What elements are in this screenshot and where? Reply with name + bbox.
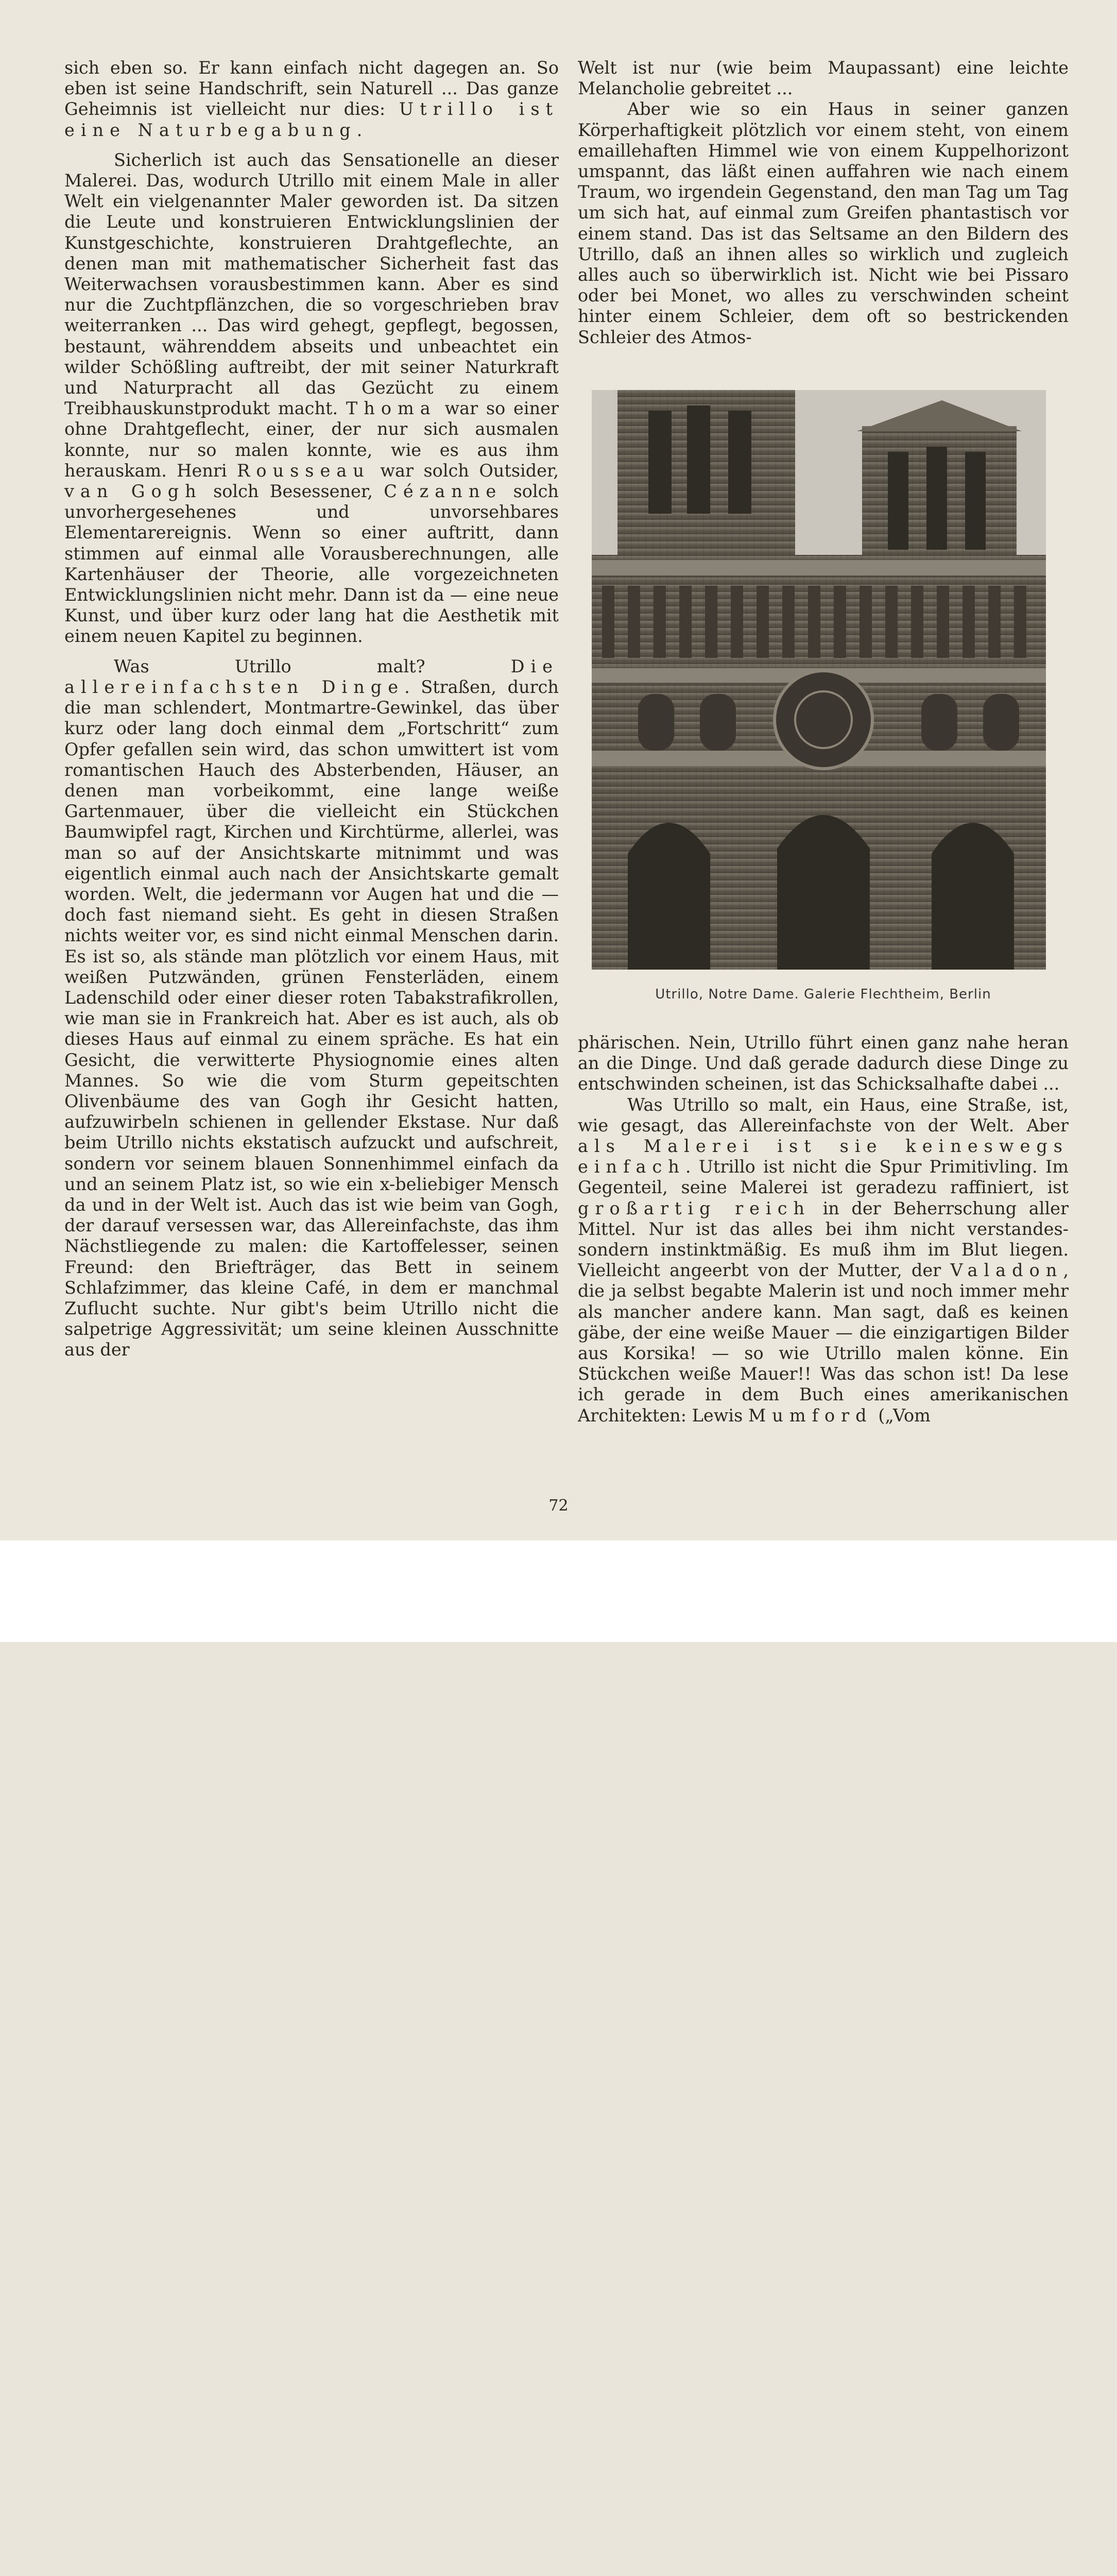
emphasized-text: als Malerei ist sie keineswegs einfach [578, 1136, 1069, 1177]
emphasized-text: Cézanne [384, 481, 503, 502]
emphasized-text: Utrillo ist eine Naturbegabung [64, 99, 559, 140]
text-run: solch Besessener, [202, 481, 384, 502]
emphasized-text: Die allereinfachsten Dinge [64, 656, 559, 697]
right-text-column-bottom [578, 1032, 1069, 1426]
emphasized-text: van Gogh [64, 481, 202, 502]
text-run: . Straßen, durch die man schlendert, Montmartre-Gewinkel, das über kurz oder lang doch einmal dem „Fortschritt“ zum Opfer gefallen sein wird, das schon umwittert ist vom romantischen Hauch des Absterbenden, Häuser, an denen man vorbeikommt, eine lange weiße Gartenmauer, über die vielleicht ein Stückchen Baumwipfel ragt, Kirchen und Kirchtürme, allerlei, was man so auf der Ansichtskarte mitnimmt und was eigentlich einmal auch nach der Ansichtskarte gemalt worden. Welt, die jedermann vor Augen hat und die — doch fast niemand sieht. Es geht in diesen Straßen nichts weiter vor, es sind nicht einmal Menschen darin. Es ist so, als stände man plötzlich vor einem Haus, mit weißen Putzwänden, grünen Fensterläden, einem Ladenschild oder einer dieser roten Tabakstrafikrollen, wie man sie in Frankreich hat. Aber es ist auch, als ob dieses Haus auf einmal zu einem spräche. Es hat ein Gesicht, die verwitterte Physiognomie eines alten Mannes. So wie die vom Sturm gepeitschten Olivenbäume des van Gogh ihr Gesicht hatten, aufzuwirbeln schienen in gellender Ekstase. Nur daß beim Utrillo nichts ekstatisch aufzuckt und aufschreit, sondern vor seinem blauen Sonnenhimmel einfach da und an seinem Platz ist, so wie ein x-beliebiger Mensch da und in der Welt ist. Auch das ist wie beim van Gogh, der darauf versessen war, das Allereinfachste, das ihm Nächstliegende zu malen: die Kartoffelesser, seinen Freund: den Briefträger, das Bett in seinem Schlafzimmer, das kleine Café, in dem er manchmal Zuflucht suchte. Nur gibt's beim Utrillo nicht die salpetrige Aggressivität; um seine kleinen Ausschnitte aus der [64, 676, 559, 1360]
text-run: , die ja selbst begabte Malerin ist und noch immer mehr als mancher andere kann. Man sagt, daß es keinen gäbe, der eine weiße Mauer — die einzigartigen Bilder aus Korsika! — so wie Utrillo malen könne. Ein Stückchen weiße Mauer!! Was das schon ist! Da lese ich gerade in dem Buch eines amerikanischen Architekten: Lewis [578, 1260, 1069, 1426]
paragraph [64, 58, 559, 141]
emphasized-text: Mumford [748, 1405, 873, 1426]
text-run: sich eben so. Er kann einfach nicht dagegen an. So eben ist seine Handschrift, sein Naturell ... Das ganze Geheimnis ist vielleicht nur dies: [64, 58, 559, 120]
text-run: war so einer ohne Drahtgeflecht, einer, der nur sich ausmalen konnte, nur so malen konnte, wie es aus ihm herauskam. Henri [64, 398, 559, 481]
paragraph [578, 1095, 1069, 1426]
page-number: 72 [548, 1497, 569, 1515]
text-run: phärischen. Nein, Utrillo führt einen ganz nahe heran an die Dinge. Und daß gerade dadurch diese Dinge zu entschwinden scheinen, ist das Schicksalhafte dabei ... [578, 1032, 1069, 1094]
emphasized-text: Valadon [950, 1260, 1063, 1281]
text-run: in der Beherrschung aller Mittel. Nur ist das alles bei ihm nicht verstandes- sondern instinktmäßig. Es muß ihm im Blut liegen. Vielleicht angeerbt von der Mutter, der [578, 1198, 1069, 1281]
text-run: Aber wie so ein Haus in seiner ganzen Körperhaftigkeit plötzlich vor einem steht, von einem emaillehaften Himmel wie von einem Kuppelhorizont umspannt, das läßt einen auffahren wie nach einem Traum, wo irgendein Gegenstand, den man Tag um Tag um sich hat, auf einmal zum Greifen phantastisch vor einem stand. Das ist das Seltsame an den Bildern des Utrillo, daß an ihnen alles so wirklich und zugleich alles auch so überwirklich ist. Nicht wie bei Pissaro oder bei Monet, wo alles zu verschwinden scheint hinter einem Schleier, dem oft so bestrickenden Schleier des Atmos- [578, 99, 1069, 347]
text-run: . [356, 120, 363, 140]
text-run: Was Utrillo so malt, ein Haus, eine Straße, ist, wie gesagt, das Allereinfachste von der Welt. Aber [578, 1094, 1069, 1136]
paragraph [64, 656, 559, 1361]
paragraph [578, 58, 1069, 99]
digitization-footer [0, 1540, 1117, 1642]
text-run: („Vom [872, 1405, 931, 1426]
text-run: Sicherlich ist auch das Sensationelle an dieser Malerei. Das, wodurch Utrillo mit einem Male in aller Welt ein vielgenannter Maler geworden ist. Da sitzen die Leute und konstruieren Entwicklungslinien der Kunstgeschichte, konstruieren Drahtgeflechte, an denen man mit mathematischer Sicherheit fast das Weiterwachsen vorausbestimmen kann. Aber es sind nur die Zuchtpflänzchen, die so vorgeschrieben brav weiterranken ... Das wird gehegt, gepflegt, begossen, bestaunt, währenddem abseits und unbeachtet ein wilder Schößling auftreibt, der mit seiner Naturkraft und Naturpracht all das Gezücht zu einem Treibhauskunstprodukt macht. [64, 149, 559, 419]
left-text-column [64, 58, 559, 1361]
text-run: Was Utrillo malt? [114, 656, 511, 676]
paragraph [64, 150, 559, 647]
paragraph [578, 99, 1069, 347]
text-run: . Utrillo ist nicht die Spur Primitivling. Im Gegenteil, seine Malerei ist geradezu raffiniert, ist [578, 1157, 1069, 1198]
emphasized-text: großartig reich [578, 1198, 811, 1218]
emphasized-text: Rousseau [237, 460, 370, 481]
emphasized-text: Thoma [346, 398, 437, 419]
text-run: war solch Outsider, [370, 460, 559, 481]
notre-dame-painting [592, 390, 1046, 970]
text-run: solch unvorhergesehenes und unvorsehbares Elementarereignis. Wenn so einer auftritt, dann stimmen auf einmal alle Vorausberechnungen, alle Kartenhäuser der Theorie, alle vorgezeichneten Entwicklungslinien nicht mehr. Dann ist da — eine neue Kunst, und über kurz oder lang hat die Aesthetik mit einem neuen Kapitel zu beginnen. [64, 481, 559, 647]
right-text-column-top [578, 58, 1069, 348]
text-run: Welt ist nur (wie beim Maupassant) eine leichte Melancholie gebreitet ... [578, 58, 1069, 99]
paragraph [578, 1032, 1069, 1095]
figure-caption: Utrillo, Notre Dame. Galerie Flechtheim, Berlin [655, 987, 991, 1002]
